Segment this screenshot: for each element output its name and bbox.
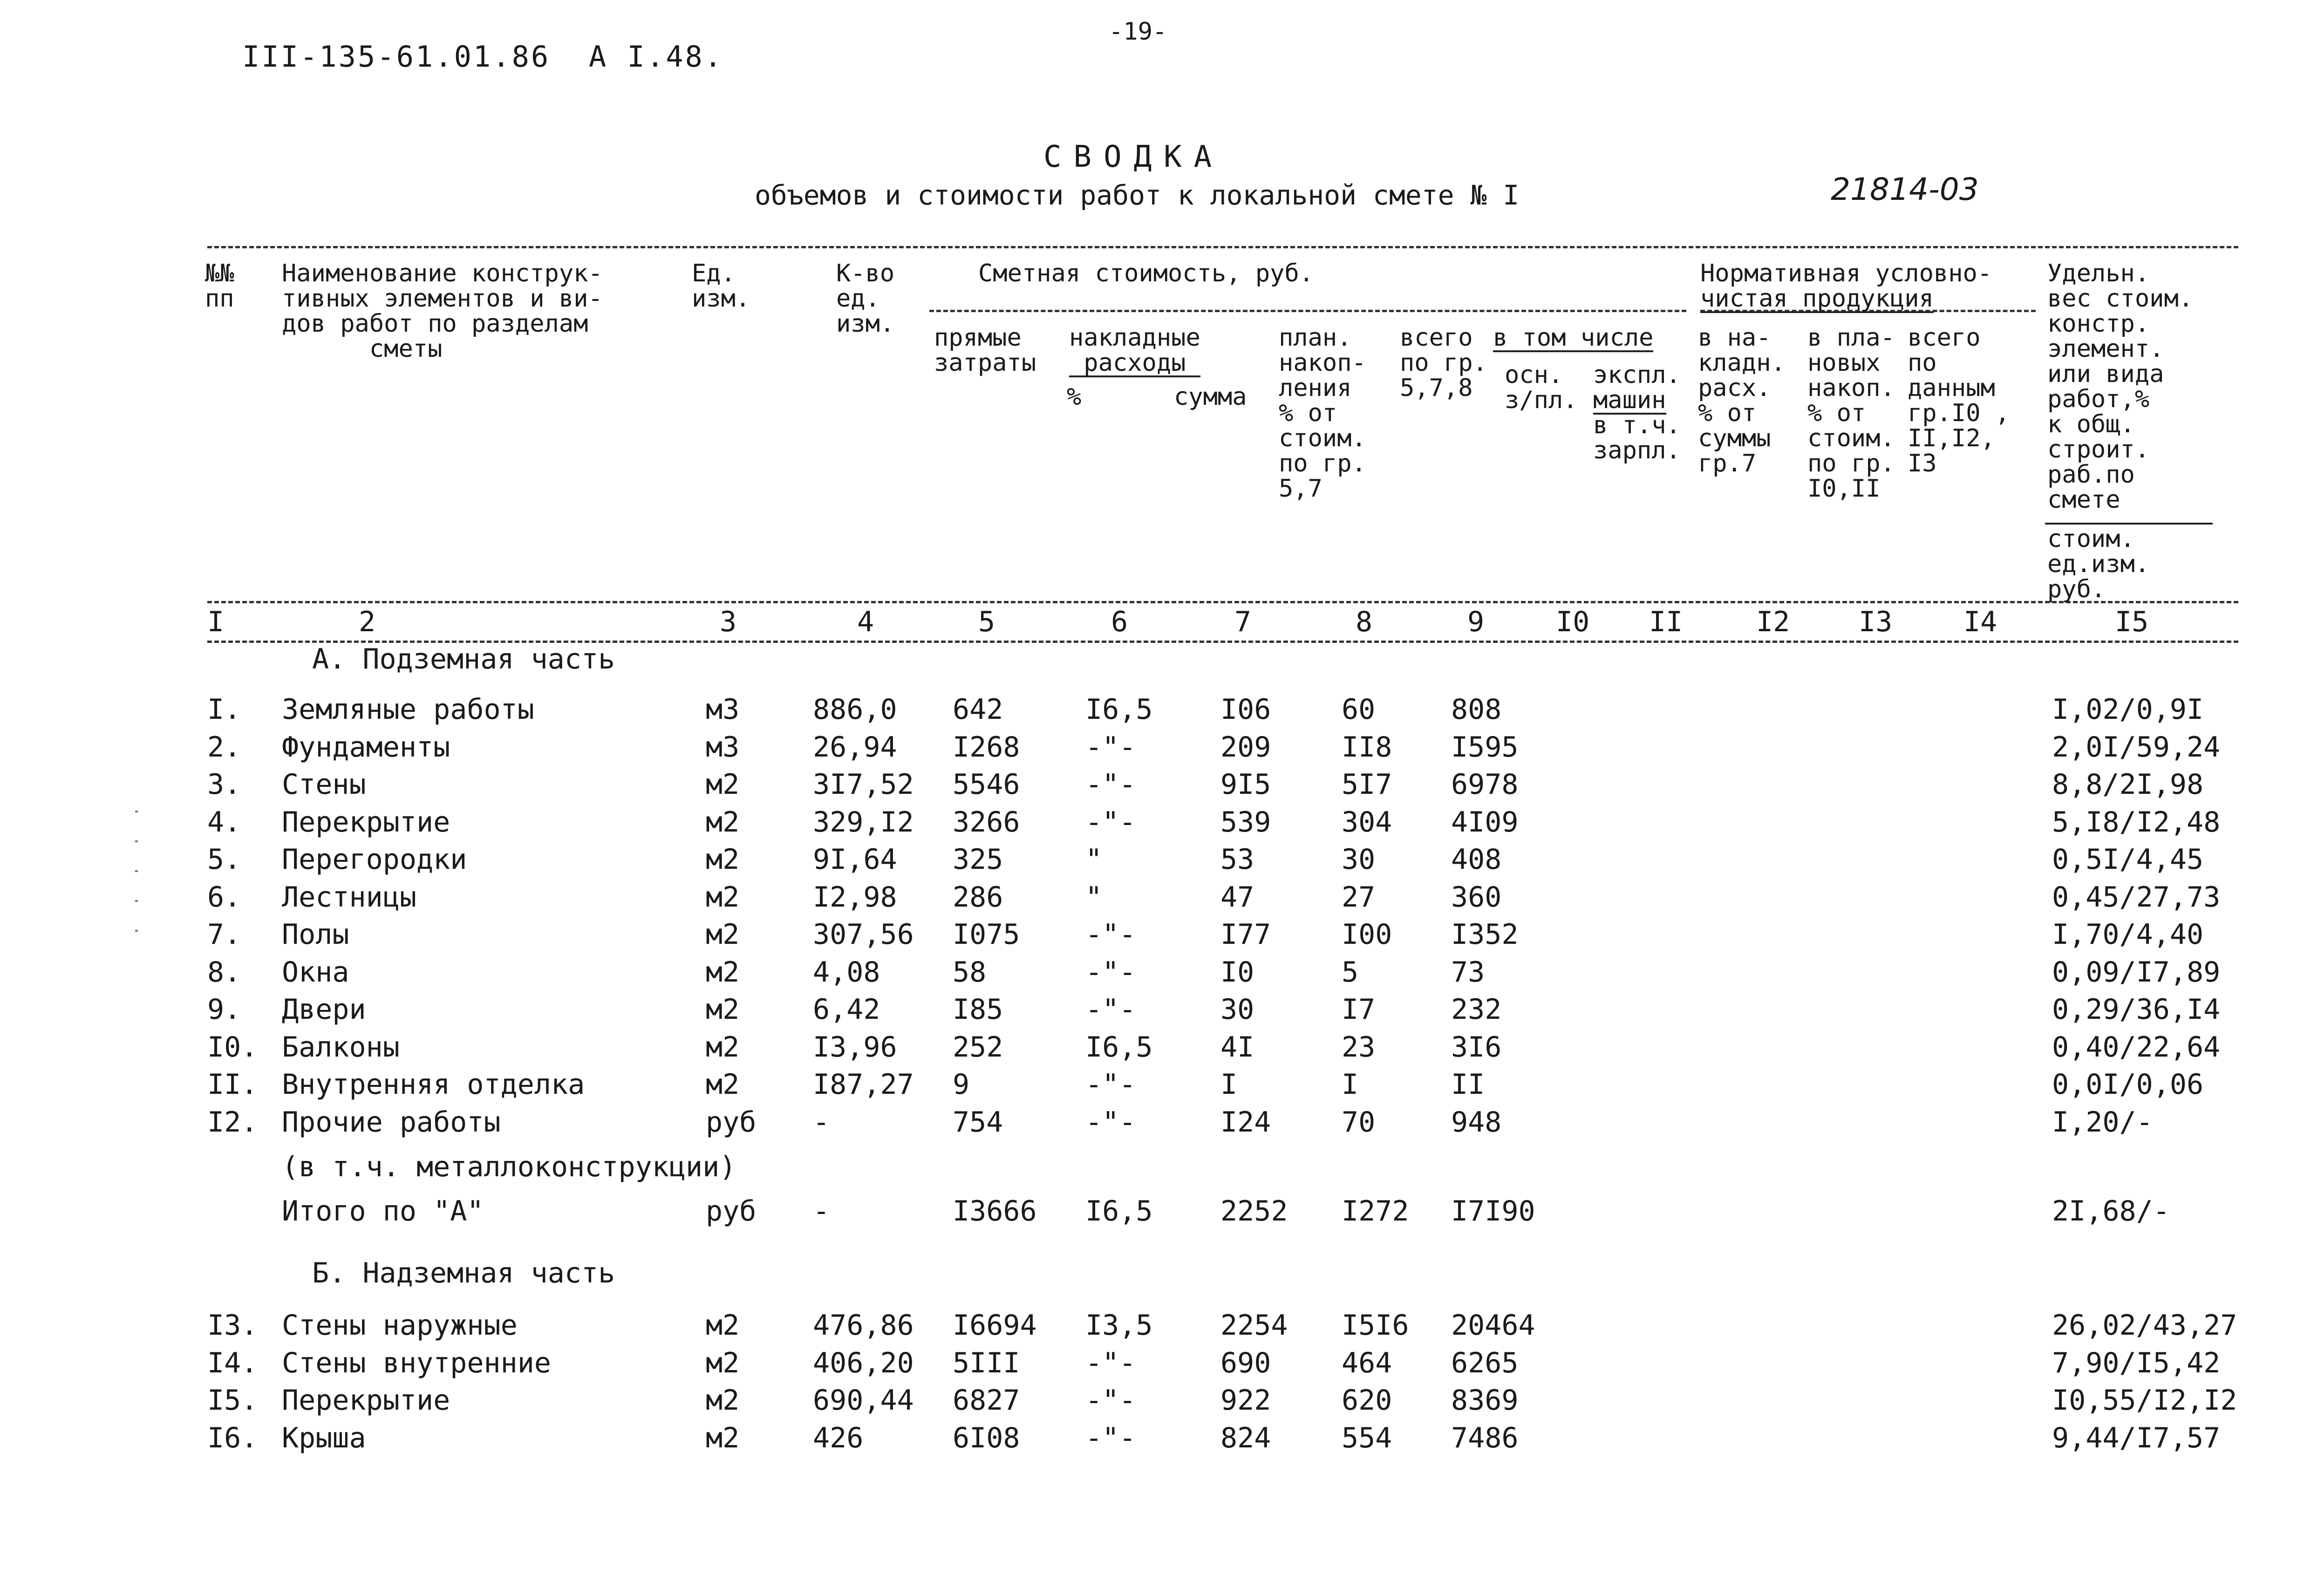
row-total: 6265: [1451, 1346, 1519, 1379]
row-quantity: 476,86: [813, 1309, 914, 1342]
row-number: 3.: [207, 768, 241, 801]
total-a-row: [0, 1195, 2311, 1232]
row-quantity: 690,44: [813, 1384, 914, 1417]
row-share: 0,09/I7,89: [2052, 955, 2221, 989]
row-overhead-sum: 4I: [1220, 1030, 1254, 1064]
row-name: Перегородки: [282, 843, 467, 876]
row-name: Земляные работы: [282, 693, 534, 726]
page-subtitle: объемов и стоимости работ к локальной смете № I: [755, 179, 1520, 211]
row-overhead-sum: I06: [1220, 693, 1271, 726]
row-direct-costs: 252: [953, 1030, 1003, 1064]
row-number: 5.: [207, 843, 241, 876]
colnum-10: I0: [1556, 606, 1590, 638]
row-overhead-sum: I: [1220, 1068, 1238, 1101]
colnum-13: I3: [1859, 606, 1893, 638]
row-number: I2.: [207, 1105, 258, 1139]
row-quantity: 3I7,52: [813, 768, 914, 801]
total-a-qty: -: [813, 1195, 830, 1228]
row-planned-savings: 304: [1342, 805, 1392, 839]
row-share: 0,0I/0,06: [2052, 1068, 2204, 1101]
table-row: [0, 731, 2311, 768]
row-total: 6978: [1451, 768, 1519, 801]
row-overhead-sum: 53: [1220, 843, 1254, 876]
row-unit: м2: [706, 805, 740, 839]
header-cost-group: Сметная стоимость, руб.: [978, 259, 1314, 287]
row-total: 808: [1451, 693, 1502, 726]
row-name: Перекрытие: [282, 1384, 450, 1417]
header-col8: всего по гр. 5,7,8: [1400, 324, 1487, 402]
row-direct-costs: 5III: [953, 1346, 1020, 1379]
row-overhead-pct: -"-: [1085, 1421, 1136, 1454]
row-planned-savings: II8: [1342, 730, 1392, 764]
table-row: [0, 1309, 2311, 1346]
row-quantity: 426: [813, 1421, 864, 1454]
row-unit: м2: [706, 880, 740, 914]
row-direct-costs: 286: [953, 880, 1003, 914]
row-direct-costs: I85: [953, 993, 1003, 1026]
row-quantity: 6,42: [813, 993, 880, 1026]
row-share: I,20/-: [2052, 1105, 2153, 1139]
row-overhead-pct: -"-: [1085, 1346, 1136, 1379]
row-quantity: 329,I2: [813, 805, 914, 839]
row-total: 360: [1451, 880, 1502, 914]
row-planned-savings: I00: [1342, 918, 1392, 951]
colnum-15: I5: [2115, 606, 2149, 638]
column-number-row: [0, 606, 2311, 643]
row-planned-savings: 23: [1342, 1030, 1376, 1064]
row-unit: м2: [706, 918, 740, 951]
section-a-title: А. Подземная часть: [312, 643, 615, 675]
total-a-label: Итого по "А": [282, 1195, 484, 1228]
row-quantity: -: [813, 1105, 830, 1139]
row-name: Стены внутренние: [282, 1346, 551, 1379]
header-col5: прямые затраты: [934, 324, 1036, 377]
row-total: I352: [1451, 918, 1519, 951]
table-row: [0, 1031, 2311, 1068]
row-name: Стены: [282, 768, 366, 801]
row-unit: м2: [706, 1030, 740, 1064]
table-row: [0, 881, 2311, 918]
row-total: 73: [1451, 955, 1485, 989]
row-name: Фундаменты: [282, 730, 450, 764]
row-number: 7.: [207, 918, 241, 951]
row-overhead-sum: I0: [1220, 955, 1254, 989]
row-overhead-pct: -"-: [1085, 993, 1136, 1026]
row-name: Внутренняя отделка: [282, 1068, 585, 1101]
header-col11-line2: машин: [1593, 386, 1666, 414]
row-quantity: I2,98: [813, 880, 897, 914]
row-number: I0.: [207, 1030, 258, 1064]
row-planned-savings: 464: [1342, 1346, 1392, 1379]
row-share: 0,5I/4,45: [2052, 843, 2204, 876]
row-name: Крыша: [282, 1421, 366, 1454]
colnum-1: I: [207, 606, 225, 638]
cost-group-rule: [929, 310, 1686, 312]
table-top-rule: [207, 246, 2238, 248]
row-name: Перекрытие: [282, 805, 450, 839]
row-share: I0,55/I2,I2: [2052, 1384, 2237, 1417]
row-overhead-pct: I6,5: [1085, 693, 1153, 726]
row-direct-costs: I075: [953, 918, 1020, 951]
row-overhead-pct: -"-: [1085, 805, 1136, 839]
total-a-pct: I6,5: [1085, 1195, 1153, 1228]
col15-divider: [2045, 523, 2213, 525]
row-quantity: I87,27: [813, 1068, 914, 1101]
row-quantity: 886,0: [813, 693, 897, 726]
table-row: [0, 918, 2311, 955]
section-b-title: Б. Надземная часть: [312, 1257, 615, 1289]
row-planned-savings: 70: [1342, 1105, 1376, 1139]
row-share: 7,90/I5,42: [2052, 1346, 2221, 1379]
colnum-12: I2: [1756, 606, 1790, 638]
row-planned-savings: I5I6: [1342, 1309, 1409, 1342]
row-overhead-sum: 47: [1220, 880, 1254, 914]
row-name: Полы: [282, 918, 349, 951]
total-a-overhead: 2252: [1220, 1195, 1288, 1228]
row-direct-costs: 325: [953, 843, 1003, 876]
row-direct-costs: 58: [953, 955, 987, 989]
row-share: I,02/0,9I: [2052, 693, 2204, 726]
row-name: Лестницы: [282, 880, 416, 914]
row-number: I.: [207, 693, 241, 726]
header-col12: в на- кладн. расх. % от суммы гр.7: [1698, 324, 1786, 477]
colnum-14: I4: [1963, 606, 1997, 638]
row-planned-savings: 554: [1342, 1421, 1392, 1454]
row-total: 8369: [1451, 1384, 1519, 1417]
row-number: I6.: [207, 1421, 258, 1454]
row-planned-savings: 60: [1342, 693, 1376, 726]
header-col11-rest: в т.ч. зарпл.: [1593, 411, 1681, 464]
row-overhead-sum: 539: [1220, 805, 1271, 839]
row-quantity: 406,20: [813, 1346, 914, 1379]
total-a-direct: I3666: [953, 1195, 1037, 1228]
row-quantity: 4,08: [813, 955, 880, 989]
row-overhead-pct: -"-: [1085, 768, 1136, 801]
header-col1: №№ пп: [205, 259, 234, 313]
row-unit: м2: [706, 843, 740, 876]
row-quantity: I3,96: [813, 1030, 897, 1064]
row-total: I595: [1451, 730, 1519, 764]
row-overhead-pct: I3,5: [1085, 1309, 1153, 1342]
row-number: 4.: [207, 805, 241, 839]
colnum-11: II: [1649, 606, 1683, 638]
row-name: Окна: [282, 955, 349, 989]
row-number: I4.: [207, 1346, 258, 1379]
row-total: 232: [1451, 993, 1502, 1026]
row-total: 948: [1451, 1105, 1502, 1139]
row-overhead-pct: -"-: [1085, 1068, 1136, 1101]
table-row: [0, 1422, 2311, 1459]
total-a-share: 2I,68/-: [2052, 1195, 2170, 1228]
row-unit: м2: [706, 993, 740, 1026]
row-direct-costs: I268: [953, 730, 1020, 764]
row-quantity: 9I,64: [813, 843, 897, 876]
row-name: Двери: [282, 993, 366, 1026]
row-planned-savings: 620: [1342, 1384, 1392, 1417]
row-number: I5.: [207, 1384, 258, 1417]
header-col2: Наименование конструк- тивных элементов и ви- дов работ по разделам сметы: [282, 259, 603, 363]
row-number: 8.: [207, 955, 241, 989]
row-unit: м2: [706, 955, 740, 989]
row-share: 0,29/36,I4: [2052, 993, 2221, 1026]
row-overhead-pct: -"-: [1085, 1105, 1136, 1139]
row-quantity: 26,94: [813, 730, 897, 764]
header-including-group: в том числе: [1493, 324, 1654, 352]
row-share: 26,02/43,27: [2052, 1309, 2237, 1342]
row-number: 6.: [207, 880, 241, 914]
header-col14: всего по данным гр.I0 , II,I2, I3: [1908, 324, 2010, 477]
row-overhead-sum: 690: [1220, 1346, 1271, 1379]
row-unit: м2: [706, 1309, 740, 1342]
row-overhead-pct: I6,5: [1085, 1030, 1153, 1064]
row-overhead-sum: I24: [1220, 1105, 1271, 1139]
row-12-note: (в т.ч. металлоконструкции): [282, 1151, 736, 1183]
table-row: [0, 1106, 2311, 1143]
header-col3: Ед. изм.: [692, 259, 750, 313]
row-share: 8,8/2I,98: [2052, 768, 2204, 801]
row-number: 9.: [207, 993, 241, 1026]
header-col13: в пла- новых накоп. % от стоим. по гр. I0,II: [1807, 324, 1895, 503]
row-share: I,70/4,40: [2052, 918, 2204, 951]
row-unit: м2: [706, 768, 740, 801]
row-total: 408: [1451, 843, 1502, 876]
header-bottom-rule: [207, 601, 2238, 603]
table-row: [0, 693, 2311, 730]
row-share: 0,45/27,73: [2052, 880, 2221, 914]
document-code: III-135-61.01.86 A I.48.: [242, 40, 724, 74]
row-overhead-sum: 209: [1220, 730, 1271, 764]
total-a-plan: I272: [1342, 1195, 1409, 1228]
row-overhead-pct: -"-: [1085, 1384, 1136, 1417]
row-planned-savings: I: [1342, 1068, 1359, 1101]
colnum-8: 8: [1356, 606, 1373, 638]
header-col6-sum: сумма: [1174, 383, 1247, 411]
header-col4: К-во ед. изм.: [836, 259, 895, 338]
row-share: 0,40/22,64: [2052, 1030, 2221, 1064]
row-overhead-pct: -"-: [1085, 955, 1136, 989]
row-direct-costs: 754: [953, 1105, 1003, 1139]
total-a-total: I7I90: [1451, 1195, 1535, 1228]
row-number: II.: [207, 1068, 258, 1101]
row-total: II: [1451, 1068, 1485, 1101]
row-planned-savings: 5: [1342, 955, 1359, 989]
table-row: [0, 1384, 2311, 1421]
table-row: [0, 1068, 2311, 1105]
row-planned-savings: I7: [1342, 993, 1376, 1026]
header-col10: осн. з/пл.: [1505, 361, 1578, 414]
row-name: Прочие работы: [282, 1105, 501, 1139]
row-overhead-sum: 30: [1220, 993, 1254, 1026]
row-planned-savings: 30: [1342, 843, 1376, 876]
page-title: СВОДКА: [1043, 140, 1224, 174]
colnum-5: 5: [978, 606, 995, 638]
header-col15-bottom: стоим. ед.изм. руб.: [2047, 525, 2150, 603]
row-unit: руб: [706, 1105, 757, 1139]
row-unit: м2: [706, 1421, 740, 1454]
header-col6-pct: %: [1067, 383, 1082, 411]
row-quantity: 307,56: [813, 918, 914, 951]
colnum-4: 4: [857, 606, 874, 638]
header-normative-group-2: чистая продукция: [1700, 285, 1934, 313]
row-overhead-pct: -"-: [1085, 918, 1136, 951]
row-direct-costs: 6I08: [953, 1421, 1020, 1454]
row-share: 5,I8/I2,48: [2052, 805, 2221, 839]
margin-marks: [135, 811, 138, 960]
colnum-9: 9: [1467, 606, 1485, 638]
row-unit: м3: [706, 730, 740, 764]
colnum-3: 3: [720, 606, 737, 638]
row-overhead-pct: ": [1085, 843, 1103, 876]
row-unit: м3: [706, 693, 740, 726]
row-direct-costs: 6827: [953, 1384, 1020, 1417]
row-name: Балконы: [282, 1030, 400, 1064]
row-overhead-sum: I77: [1220, 918, 1271, 951]
header-normative-group-1: Нормативная условно-: [1700, 259, 1992, 287]
row-planned-savings: 5I7: [1342, 768, 1392, 801]
table-row: [0, 768, 2311, 805]
table-row: [0, 806, 2311, 843]
row-overhead-sum: 9I5: [1220, 768, 1271, 801]
row-total: 4I09: [1451, 805, 1519, 839]
row-planned-savings: 27: [1342, 880, 1376, 914]
row-overhead-sum: 824: [1220, 1421, 1271, 1454]
row-total: 7486: [1451, 1421, 1519, 1454]
row-name: Стены наружные: [282, 1309, 518, 1342]
row-share: 9,44/I7,57: [2052, 1421, 2221, 1454]
total-a-unit: руб: [706, 1195, 757, 1228]
table-row: [0, 993, 2311, 1030]
colnum-6: 6: [1111, 606, 1128, 638]
header-col7: план. накоп- ления % от стоим. по гр. 5,7: [1279, 324, 1366, 503]
row-number: 2.: [207, 730, 241, 764]
row-direct-costs: 5546: [953, 768, 1020, 801]
header-overhead-group: накладные расходы: [1069, 324, 1200, 377]
table-row: [0, 843, 2311, 880]
row-overhead-pct: -"-: [1085, 730, 1136, 764]
table-row: [0, 956, 2311, 993]
row-unit: м2: [706, 1384, 740, 1417]
row-overhead-pct: ": [1085, 880, 1103, 914]
colnum-2: 2: [359, 606, 376, 638]
row-direct-costs: 642: [953, 693, 1003, 726]
row-overhead-sum: 2254: [1220, 1309, 1288, 1342]
row-unit: м2: [706, 1346, 740, 1379]
colnum-7: 7: [1234, 606, 1252, 638]
row-direct-costs: I6694: [953, 1309, 1037, 1342]
table-row: [0, 1347, 2311, 1384]
header-col15-top: Удельн. вес стоим. констр. элемент. или вида работ,% к общ. строит. раб.по смете: [2047, 259, 2194, 514]
row-share: 2,0I/59,24: [2052, 730, 2221, 764]
row-number: I3.: [207, 1309, 258, 1342]
page-number: -19-: [1109, 18, 1167, 46]
row-total: 20464: [1451, 1309, 1535, 1342]
handwritten-number: 21814-03: [1831, 171, 1979, 207]
row-direct-costs: 3266: [953, 805, 1020, 839]
row-unit: м2: [706, 1068, 740, 1101]
header-col11-line1: экспл.: [1593, 361, 1681, 389]
row-total: 3I6: [1451, 1030, 1502, 1064]
row-overhead-sum: 922: [1220, 1384, 1271, 1417]
row-direct-costs: 9: [953, 1068, 970, 1101]
